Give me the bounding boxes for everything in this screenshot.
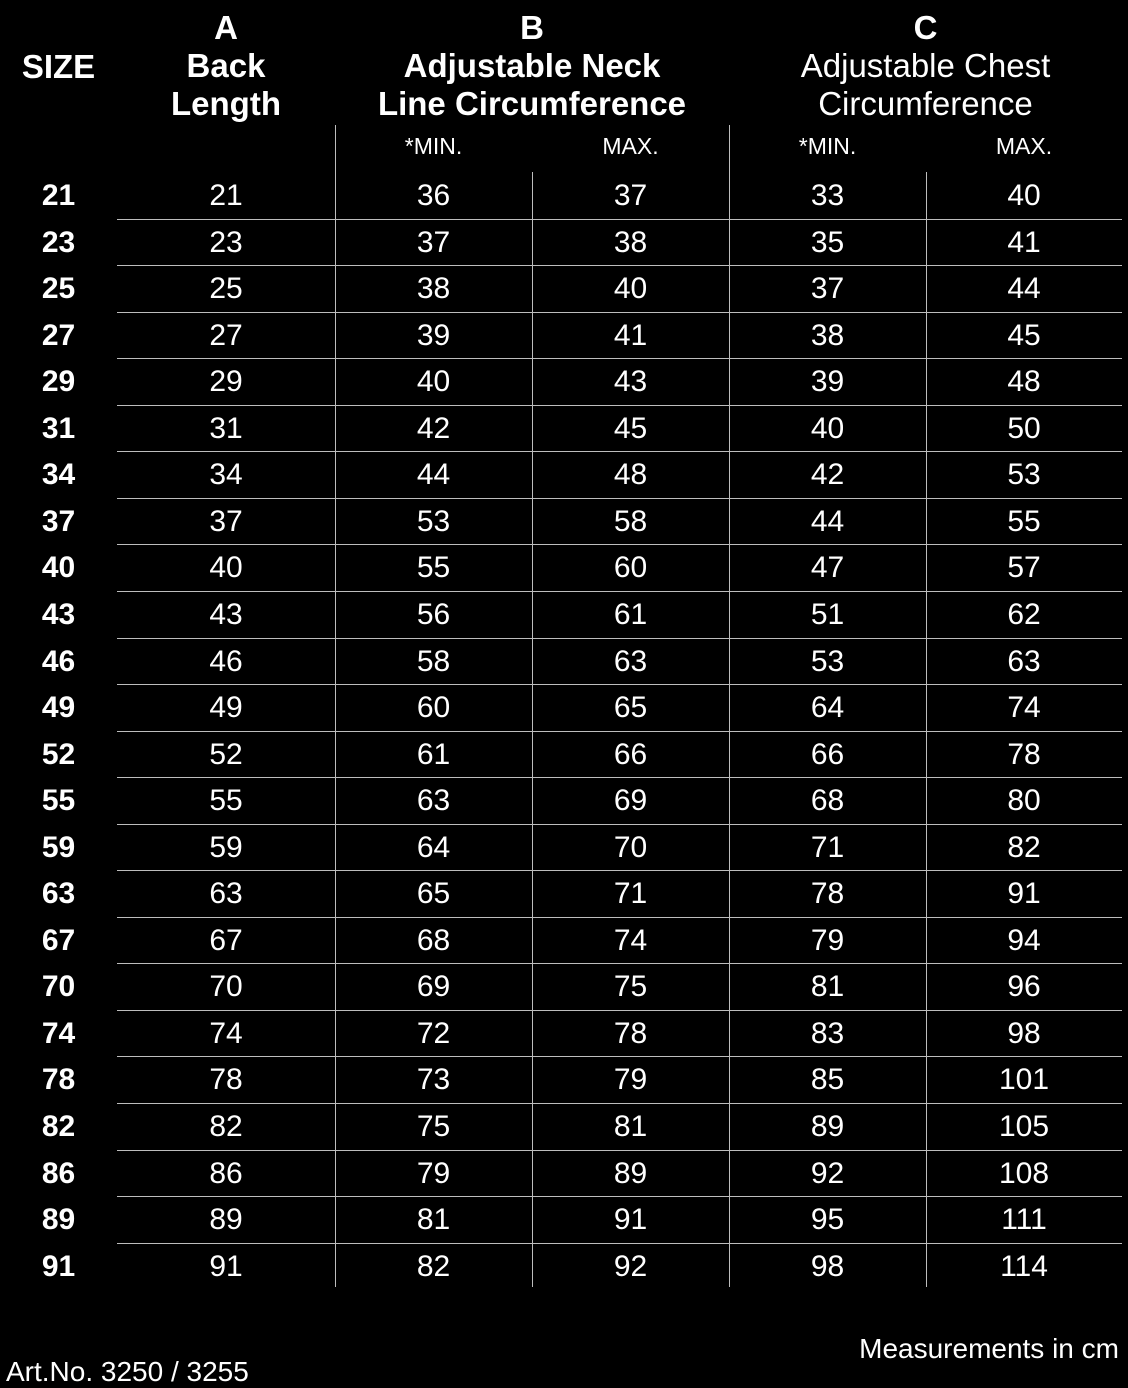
back-length-cell: 23 [209,226,243,259]
chest-max-cell: 40 [1007,179,1041,212]
column-c-title-line2: Circumference [818,85,1033,122]
column-b-letter: B [520,9,544,46]
chest-min-cell: 81 [810,970,845,1003]
chest-max-cell: 45 [1007,319,1041,352]
neck-max-cell: 66 [613,738,648,771]
table-row [0,499,1128,545]
neck-max-cell: 61 [613,598,648,631]
units-note: Measurements in cm [859,1333,1119,1364]
table-row [0,685,1128,731]
column-c-title-line1: Adjustable Chest [800,47,1051,84]
size-cell: 46 [41,645,76,678]
back-length-cell: 63 [209,877,243,910]
column-a-title-line1: Back [186,47,266,84]
table-row [0,732,1128,778]
neck-min-cell: 68 [416,924,451,957]
size-cell: 25 [41,272,76,305]
chest-max-cell: 114 [1000,1250,1048,1283]
table-row [0,918,1128,964]
neck-max-cell: 58 [613,505,648,538]
size-cell: 63 [41,877,76,910]
back-length-cell: 70 [209,970,243,1003]
chest-min-cell: 39 [810,365,845,398]
chest-max-cell: 82 [1007,831,1041,864]
neck-min-cell: 69 [416,970,451,1003]
back-length-cell: 31 [209,412,243,445]
size-cell: 67 [41,924,76,957]
chest-min-cell: 92 [810,1157,845,1190]
neck-min-cell: 42 [416,412,451,445]
column-b-header [335,9,729,123]
column-a-title-line2: Length [171,85,281,122]
chest-min-cell: 78 [810,877,845,910]
table-row [0,1011,1128,1057]
chest-min-cell: 68 [810,784,845,817]
neck-min-cell: 82 [416,1250,451,1283]
column-a-header [117,9,335,123]
neck-min-cell: 60 [416,691,451,724]
chest-max-cell: 94 [1007,924,1041,957]
size-cell: 29 [41,365,76,398]
size-cell: 82 [41,1110,76,1143]
neck-min-cell: 38 [416,272,451,305]
column-b-max-label: MAX. [602,133,659,159]
size-cell: 52 [41,738,76,771]
column-c-max-label: MAX. [995,133,1053,159]
back-length-cell: 78 [209,1063,243,1096]
back-length-cell: 25 [209,272,243,305]
back-length-cell: 49 [209,691,243,724]
table-row [0,173,1128,219]
table-row [0,545,1128,591]
chest-min-cell: 44 [810,505,845,538]
size-cell: 37 [41,505,76,538]
chest-max-cell: 78 [1007,738,1041,771]
chest-max-cell: 55 [1007,505,1041,538]
neck-max-cell: 75 [613,970,648,1003]
size-cell: 49 [41,691,76,724]
size-cell: 34 [41,458,76,491]
neck-max-cell: 89 [613,1157,648,1190]
table-row [0,1057,1128,1103]
neck-max-cell: 81 [613,1110,648,1143]
table-row [0,313,1128,359]
chest-min-cell: 79 [810,924,845,957]
chest-max-cell: 53 [1007,458,1041,491]
table-row [0,406,1128,452]
neck-min-cell: 36 [416,179,451,212]
size-cell: 23 [41,226,76,259]
neck-min-cell: 40 [416,365,451,398]
back-length-cell: 43 [209,598,243,631]
back-length-cell: 67 [209,924,243,957]
article-number: Art.No. 3250 / 3255 [6,1356,249,1387]
table-row [0,778,1128,824]
chest-min-cell: 35 [810,226,845,259]
table-row [0,964,1128,1010]
chest-max-cell: 111 [1001,1203,1047,1236]
back-length-cell: 40 [209,551,243,584]
size-header-label: SIZE [21,48,96,85]
neck-max-cell: 60 [613,551,648,584]
chest-min-cell: 38 [810,319,845,352]
column-a-letter: A [214,9,238,46]
neck-min-cell: 81 [416,1203,451,1236]
chest-max-cell: 96 [1007,970,1041,1003]
chest-min-cell: 83 [810,1017,845,1050]
size-cell: 78 [41,1063,76,1096]
chest-max-cell: 57 [1007,551,1041,584]
back-length-cell: 52 [209,738,243,771]
table-row [0,1197,1128,1243]
chest-max-cell: 50 [1007,412,1041,445]
neck-max-cell: 45 [613,412,648,445]
chest-min-cell: 64 [810,691,845,724]
chest-min-cell: 40 [810,412,845,445]
back-length-cell: 74 [209,1017,243,1050]
neck-min-cell: 53 [416,505,451,538]
table-row [0,266,1128,312]
chest-min-cell: 33 [810,179,845,212]
size-cell: 27 [41,319,76,352]
size-cell: 70 [41,970,76,1003]
column-c-min-label: *MIN. [798,133,857,159]
column-b-min-label: *MIN. [404,133,463,159]
table-row [0,1151,1128,1197]
chest-max-cell: 98 [1007,1017,1041,1050]
back-length-cell: 34 [209,458,243,491]
neck-max-cell: 92 [613,1250,648,1283]
neck-min-cell: 55 [416,551,451,584]
chest-max-cell: 108 [998,1157,1050,1190]
back-length-cell: 55 [209,784,243,817]
column-b-title-line1: Adjustable Neck [403,47,661,84]
size-cell: 74 [41,1017,76,1050]
neck-max-cell: 37 [613,179,648,212]
neck-max-cell: 71 [613,877,648,910]
neck-min-cell: 58 [416,645,451,678]
neck-max-cell: 63 [613,645,648,678]
neck-max-cell: 48 [613,458,648,491]
neck-max-cell: 41 [613,319,648,352]
neck-min-cell: 56 [416,598,451,631]
chest-min-cell: 42 [810,458,845,491]
back-length-cell: 82 [209,1110,243,1143]
table-row [0,825,1128,871]
column-c-header [729,9,1122,123]
neck-min-cell: 39 [416,319,451,352]
neck-min-cell: 63 [416,784,451,817]
size-cell: 89 [41,1203,76,1236]
chest-max-cell: 101 [998,1063,1050,1096]
table-row [0,220,1128,266]
chest-min-cell: 51 [810,598,845,631]
chest-max-cell: 80 [1007,784,1041,817]
neck-min-cell: 75 [416,1110,451,1143]
neck-max-cell: 43 [613,365,648,398]
neck-max-cell: 38 [613,226,648,259]
chest-min-cell: 47 [810,551,845,584]
table-row [0,871,1128,917]
back-length-cell: 27 [209,319,243,352]
back-length-cell: 37 [209,505,243,538]
size-cell: 21 [41,179,76,212]
chest-min-cell: 71 [810,831,845,864]
back-length-cell: 59 [209,831,243,864]
chest-min-cell: 37 [810,272,845,305]
table-row [0,359,1128,405]
table-row [0,639,1128,685]
chest-max-cell: 44 [1007,272,1041,305]
column-b-title-line2: Line Circumference [377,85,687,122]
neck-min-cell: 65 [416,877,451,910]
size-header [0,48,117,86]
table-row [0,452,1128,498]
neck-min-cell: 73 [416,1063,451,1096]
neck-min-cell: 72 [416,1017,451,1050]
size-cell: 40 [41,551,76,584]
neck-min-cell: 79 [416,1157,451,1190]
neck-min-cell: 61 [416,738,451,771]
chest-max-cell: 74 [1007,691,1041,724]
back-length-cell: 29 [209,365,243,398]
column-c-letter: C [913,9,938,46]
table-row [0,1104,1128,1150]
neck-min-cell: 64 [416,831,451,864]
chest-max-cell: 91 [1007,877,1041,910]
chest-min-cell: 66 [810,738,845,771]
neck-max-cell: 91 [613,1203,648,1236]
chest-min-cell: 53 [810,645,845,678]
table-row [0,1244,1128,1290]
neck-max-cell: 70 [613,831,648,864]
neck-max-cell: 74 [613,924,648,957]
neck-max-cell: 79 [613,1063,648,1096]
chest-min-cell: 85 [810,1063,845,1096]
chest-max-cell: 63 [1007,645,1041,678]
chest-max-cell: 105 [998,1110,1050,1143]
back-length-cell: 89 [209,1203,243,1236]
neck-max-cell: 69 [613,784,648,817]
chest-min-cell: 95 [810,1203,845,1236]
size-cell: 59 [41,831,76,864]
chest-max-cell: 62 [1007,598,1041,631]
size-cell: 55 [41,784,76,817]
chest-max-cell: 48 [1007,365,1041,398]
neck-min-cell: 44 [416,458,451,491]
neck-min-cell: 37 [416,226,451,259]
chest-min-cell: 89 [810,1110,845,1143]
neck-max-cell: 40 [613,272,648,305]
neck-max-cell: 78 [613,1017,648,1050]
size-cell: 91 [41,1250,76,1283]
size-cell: 31 [41,412,76,445]
back-length-cell: 91 [209,1250,243,1283]
size-cell: 86 [41,1157,76,1190]
back-length-cell: 21 [209,179,243,212]
size-cell: 43 [41,598,76,631]
back-length-cell: 46 [209,645,243,678]
back-length-cell: 86 [209,1157,243,1190]
chest-max-cell: 41 [1007,226,1041,259]
neck-max-cell: 65 [613,691,648,724]
table-row [0,592,1128,638]
chest-min-cell: 98 [810,1250,845,1283]
